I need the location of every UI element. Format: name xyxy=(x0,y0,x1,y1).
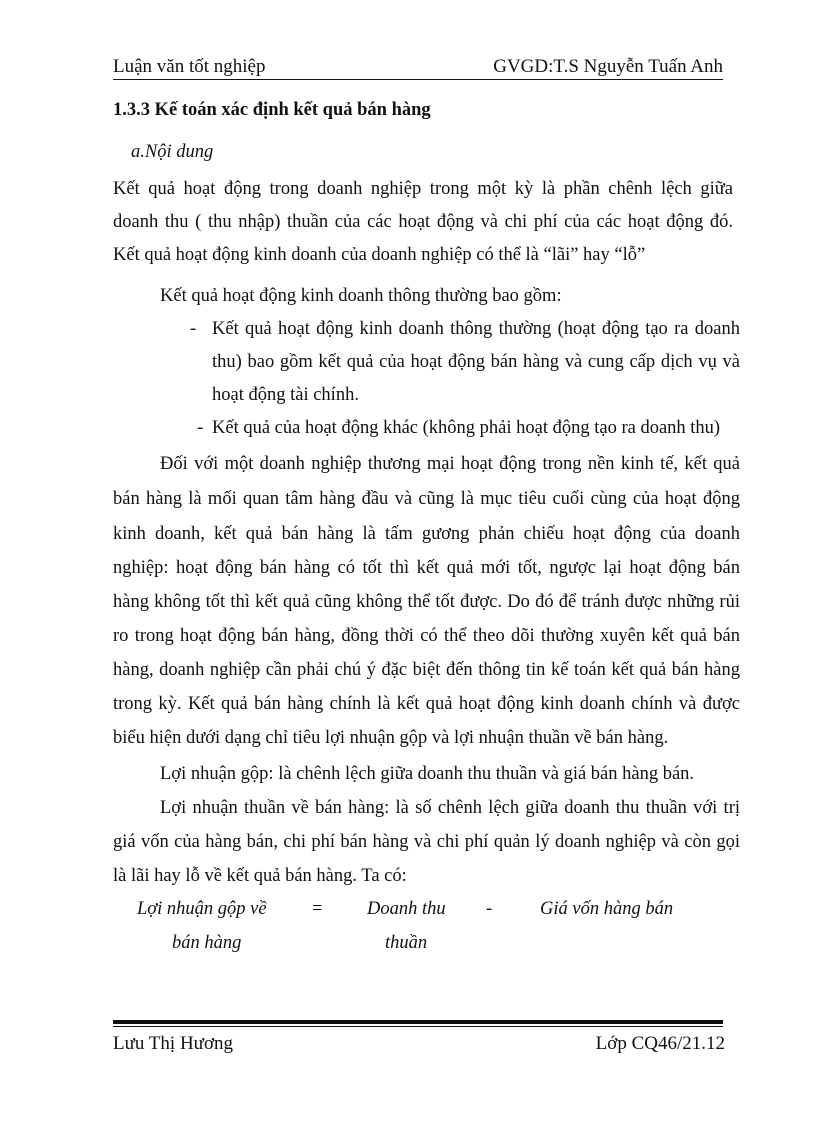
paragraph-line: Kết quả hoạt động trong doanh nghiệp trong một kỳ là phần chênh lệch giữa xyxy=(113,179,733,199)
bullet-marker: - xyxy=(190,319,197,339)
paragraph-line: nghiệp: hoạt động bán hàng có tốt thì kết quả mới tốt, ngược lại hoạt động bán xyxy=(113,558,740,578)
paragraph-line: doanh thu ( thu nhập) thuần của các hoạt động và chi phí của các hoạt động đó. xyxy=(113,212,733,232)
paragraph-line: Đối với một doanh nghiệp thương mại hoạt động trong nền kinh tế, kết quả xyxy=(160,454,740,474)
paragraph-line: trong kỳ. Kết quả bán hàng chính là kết quả hoạt động kinh doanh chính và được xyxy=(113,694,740,714)
paragraph-line: là lãi hay lỗ về kết quả bán hàng. Ta có: xyxy=(113,866,407,886)
paragraph-line: Kết quả hoạt động kinh doanh thông thường bao gồm: xyxy=(160,286,562,306)
paragraph-line: giá vốn của hàng bán, chi phí bán hàng và chi phí quản lý doanh nghiệp và còn gọi xyxy=(113,832,740,852)
header-thesis-label: Luận văn tốt nghiệp xyxy=(113,56,266,77)
formula-term2: Giá vốn hàng bán xyxy=(540,899,674,919)
formula-term1-line1: Doanh thu xyxy=(367,899,446,919)
paragraph-line: Lợi nhuận thuần về bán hàng: là số chênh lệch giữa doanh thu thuần với trị xyxy=(160,798,740,818)
paragraph-line: hàng, doanh nghiệp cần phải chú ý đặc biệt đến thông tin kế toán kết quả bán hàng xyxy=(113,660,740,680)
bullet-marker: - xyxy=(197,418,204,438)
footer-rule xyxy=(113,1020,723,1024)
formula-equals: = xyxy=(312,899,323,919)
bullet-line: Kết quả hoạt động kinh doanh thông thường (hoạt động tạo ra doanh xyxy=(212,319,740,339)
footer-class: Lớp CQ46/21.12 xyxy=(595,1033,725,1054)
paragraph-line: Lợi nhuận gộp: là chênh lệch giữa doanh thu thuần và giá bán hàng bán. xyxy=(160,764,695,784)
formula-minus: - xyxy=(486,899,493,919)
page-header xyxy=(113,52,723,82)
paragraph-line: hàng không tốt thì kết quả cũng không thể tốt được. Do đó để tránh được những rủi xyxy=(113,592,740,612)
paragraph-line: biểu hiện dưới dạng chỉ tiêu lợi nhuận gộp và lợi nhuận thuần về bán hàng. xyxy=(113,728,669,748)
paragraph-line: kinh doanh, kết quả bán hàng là tấm gương phản chiếu hoạt động của doanh xyxy=(113,524,740,544)
header-rule xyxy=(113,79,723,80)
bullet-line: Kết quả của hoạt động khác (không phải hoạt động tạo ra doanh thu) xyxy=(212,418,721,438)
paragraph-line: Kết quả hoạt động kinh doanh của doanh nghiệp có thể là “lãi” hay “lỗ” xyxy=(113,245,646,265)
footer-author: Lưu Thị Hương xyxy=(113,1033,234,1054)
section-heading: 1.3.3 Kế toán xác định kết quả bán hàng xyxy=(113,100,431,120)
paragraph-line: ro trong hoạt động bán hàng, đồng thời có thể theo dõi thường xuyên kết quả bán xyxy=(113,626,740,646)
header-supervisor: GVGD:T.S Nguyễn Tuấn Anh xyxy=(493,56,723,77)
bullet-line: thu) bao gồm kết quả của hoạt động bán hàng và cung cấp dịch vụ và xyxy=(212,352,740,372)
paragraph-line: bán hàng là mối quan tâm hàng đầu và cũng là mục tiêu cuối cùng của hoạt động xyxy=(113,489,740,509)
formula-lhs-line1: Lợi nhuận gộp về xyxy=(137,899,267,919)
bullet-line: hoạt động tài chính. xyxy=(212,385,359,405)
formula-lhs-line2: bán hàng xyxy=(172,933,242,953)
footer-rule-thin xyxy=(113,1026,723,1027)
formula-term1-line2: thuần xyxy=(385,933,428,953)
section-subheading: a.Nội dung xyxy=(131,142,214,162)
